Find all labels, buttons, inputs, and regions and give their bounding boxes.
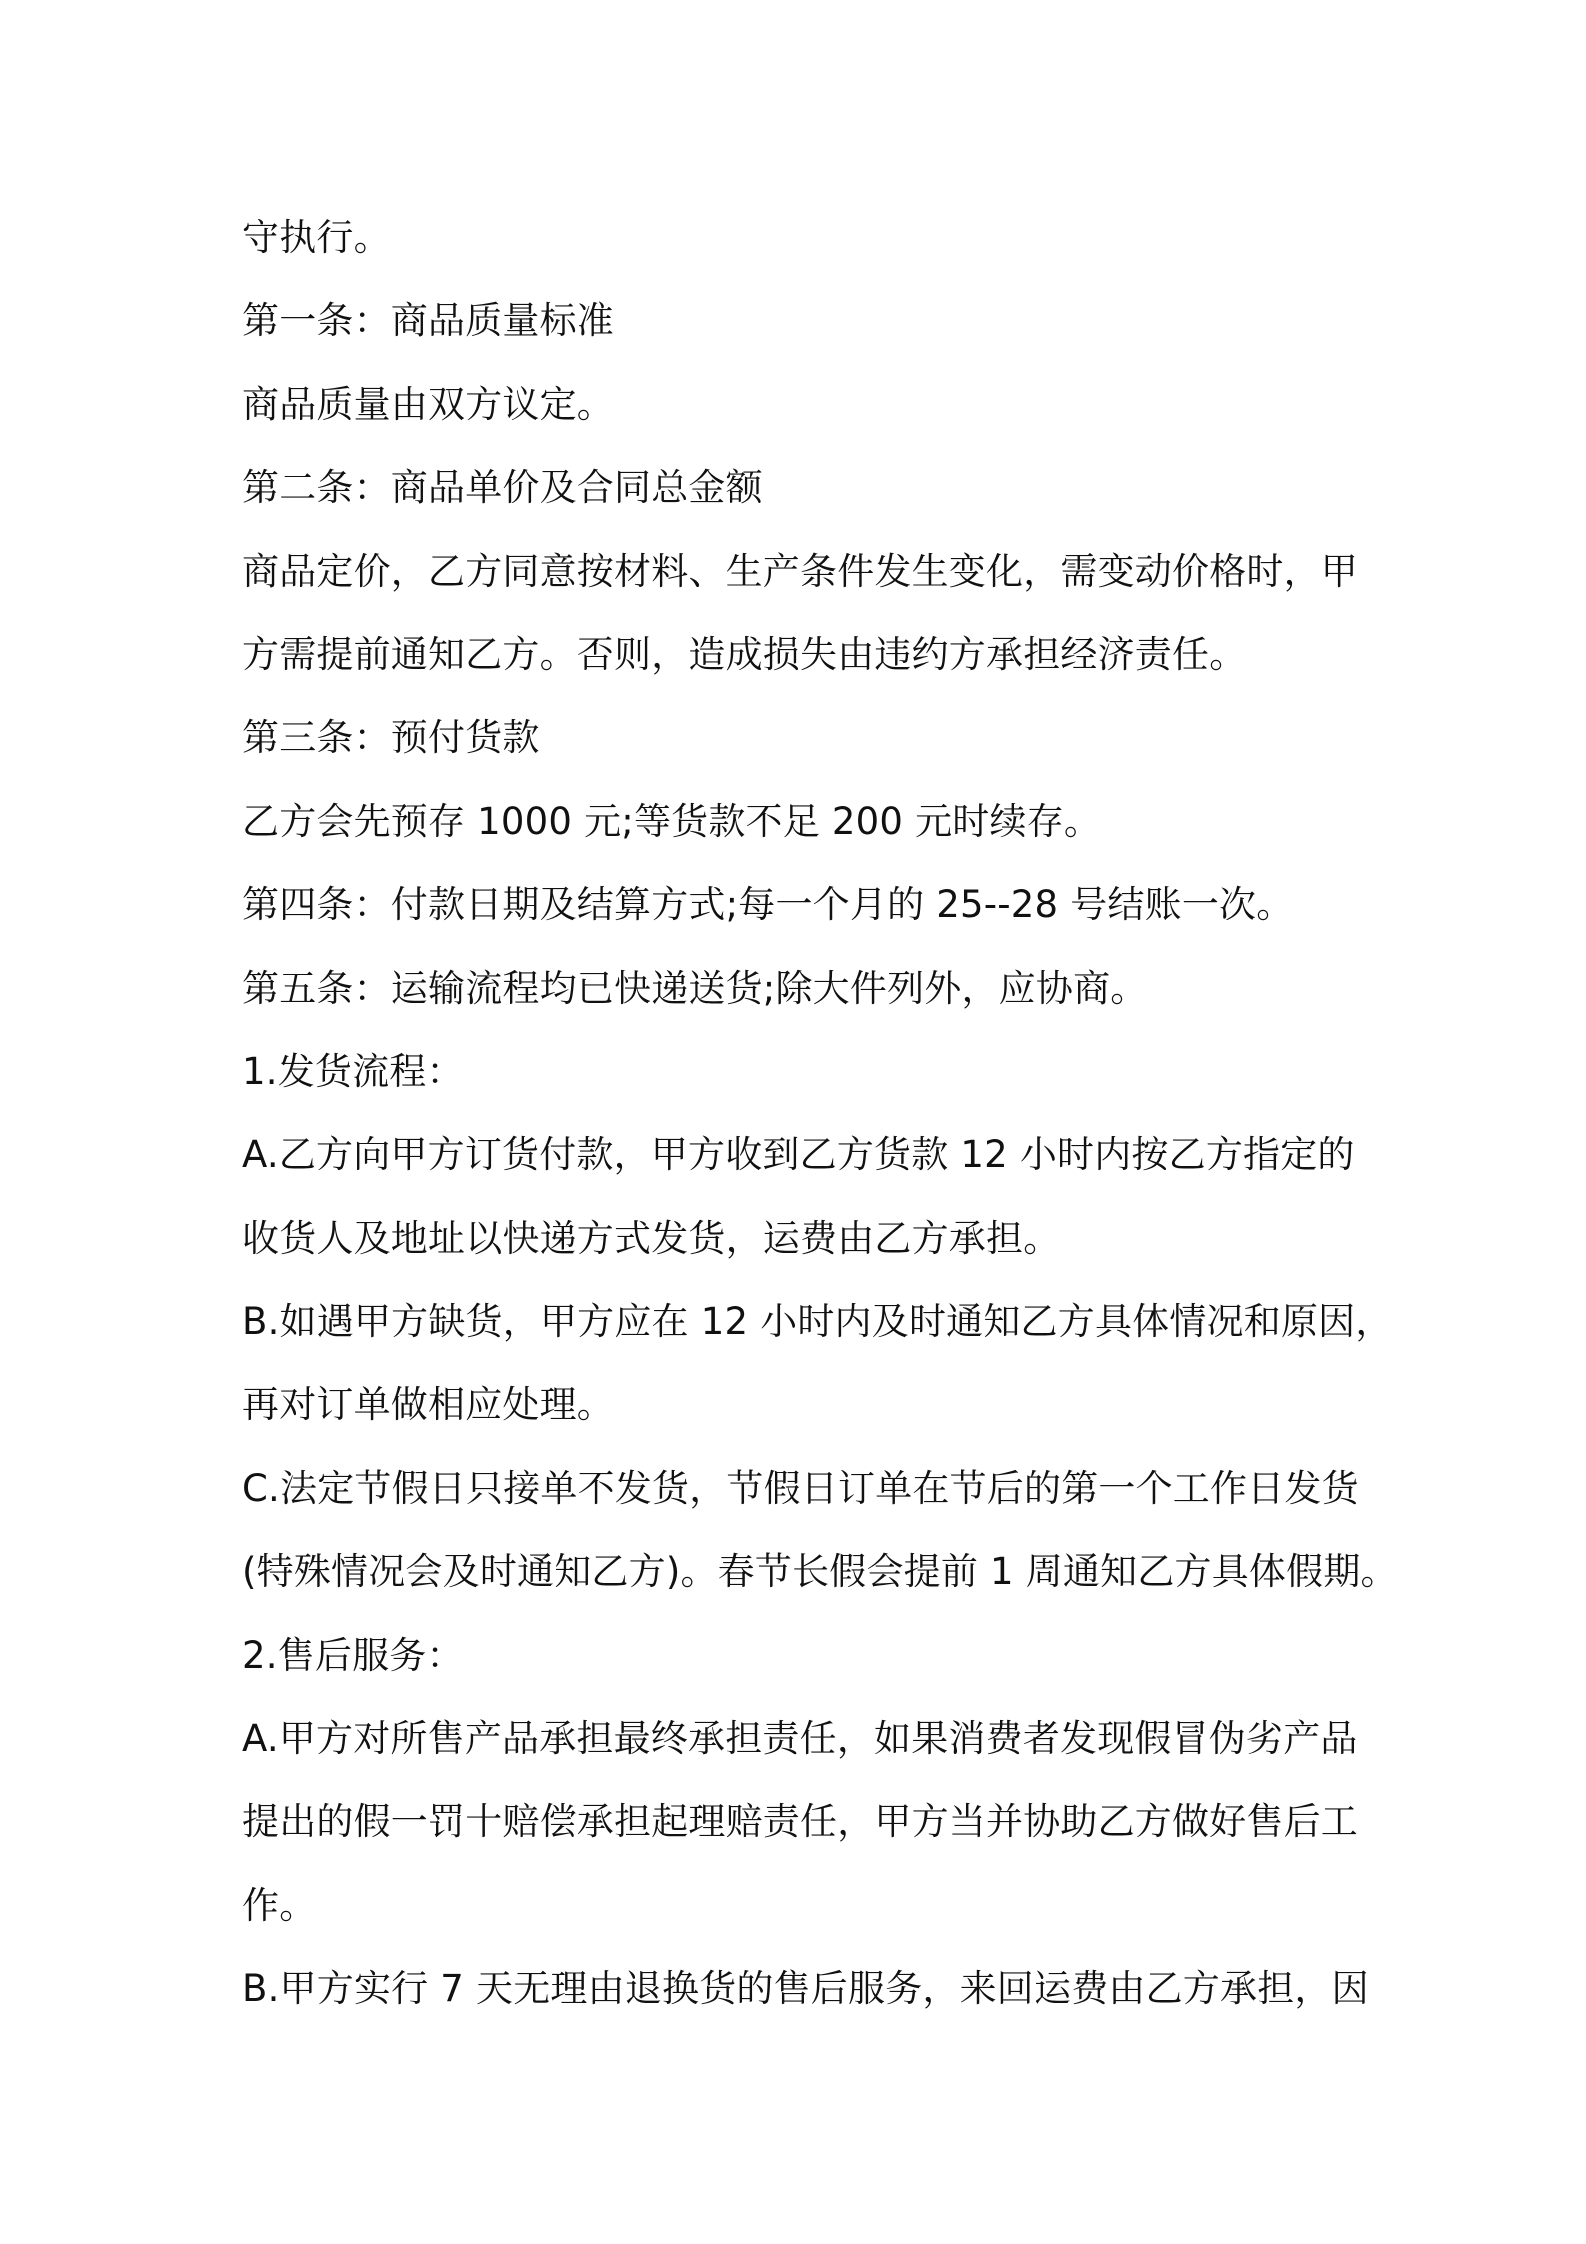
article-2-text-line-1: 商品定价，乙方同意按材料、生产条件发生变化，需变动价格时，甲 [242,549,1358,593]
article-4-text: 第四条：付款日期及结算方式;每一个月的 25--28 号结账一次。 [242,883,1294,927]
shipping-item-b-line-2: 再对订单做相应处理。 [242,1383,614,1427]
shipping-item-a-line-2: 收货人及地址以快递方式发货，运费由乙方承担。 [242,1216,1061,1260]
article-5-text: 第五条：运输流程均已快递送货;除大件列外，应协商。 [242,966,1148,1010]
shipping-item-c-line-1: C.法定节假日只接单不发货，节假日订单在节后的第一个工作日发货 [242,1466,1359,1510]
after-sales-heading: 2.售后服务： [242,1633,464,1677]
article-3-heading: 第三条：预付货款 [242,716,540,760]
article-2-text-line-2: 方需提前通知乙方。否则，造成损失由违约方承担经济责任。 [242,632,1247,676]
text-line-continuation: 守执行。 [242,216,391,259]
contract-body [242,196,1398,2031]
after-sales-item-b-line-1: B.甲方实行 7 天无理由退换货的售后服务，来回运费由乙方承担，因 [242,1967,1369,2011]
shipping-item-a-line-1: A.乙方向甲方订货付款，甲方收到乙方货款 12 小时内按乙方指定的 [242,1133,1355,1177]
article-3-text: 乙方会先预存 1000 元;等货款不足 200 元时续存。 [242,799,1102,843]
shipping-process-heading: 1.发货流程： [242,1049,464,1093]
article-2-heading: 第二条：商品单价及合同总金额 [242,466,763,510]
after-sales-item-a-line-1: A.甲方对所售产品承担最终承担责任，如果消费者发现假冒伪劣产品 [242,1717,1358,1761]
article-1-heading: 第一条：商品质量标准 [242,299,614,343]
shipping-item-b-line-1: B.如遇甲方缺货，甲方应在 12 小时内及时通知乙方具体情况和原因， [242,1300,1393,1344]
after-sales-item-a-line-2: 提出的假一罚十赔偿承担起理赔责任，甲方当并协助乙方做好售后工 [242,1800,1358,1844]
article-1-text: 商品质量由双方议定。 [242,382,614,426]
shipping-item-c-line-2: (特殊情况会及时通知乙方)。春节长假会提前 1 周通知乙方具体假期。 [242,1550,1398,1594]
after-sales-item-a-line-3: 作。 [242,1883,317,1927]
